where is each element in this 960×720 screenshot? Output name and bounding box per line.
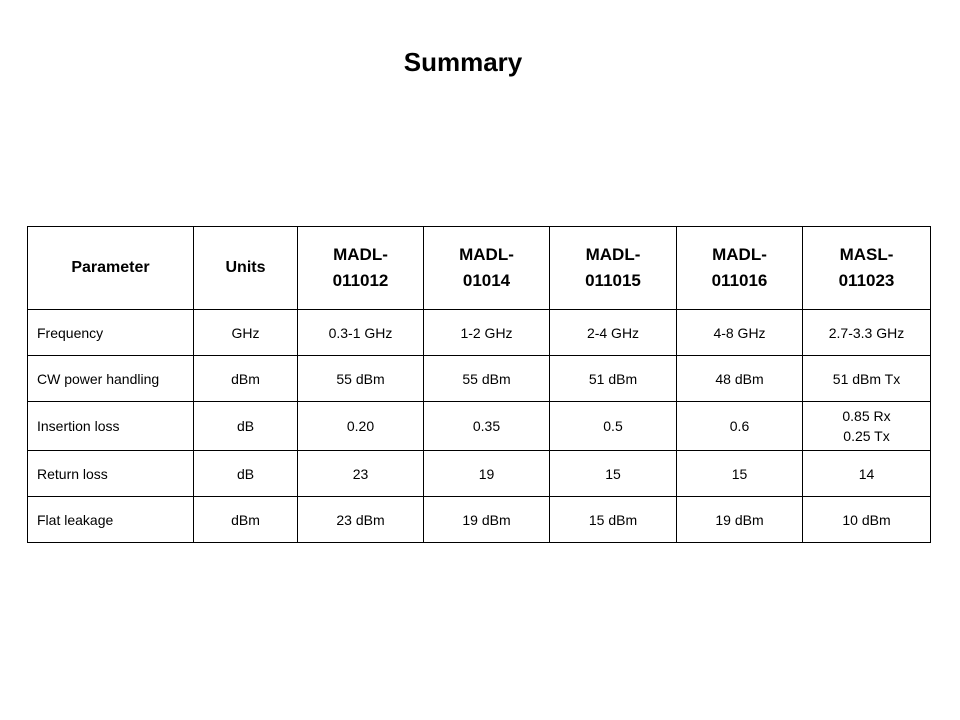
parameter-cell: Frequency <box>28 310 194 356</box>
units-cell: dB <box>194 451 298 497</box>
table-header-row <box>28 227 931 310</box>
column-header-units: Units <box>194 227 298 310</box>
value-cell: 14 <box>803 451 931 497</box>
parameter-cell: Return loss <box>28 451 194 497</box>
column-header-madl-01014: MADL- 01014 <box>424 227 550 310</box>
value-cell: 15 dBm <box>550 497 677 543</box>
table-row <box>28 310 931 356</box>
value-cell: 55 dBm <box>424 356 550 402</box>
value-cell: 0.5 <box>550 402 677 451</box>
units-cell: GHz <box>194 310 298 356</box>
value-cell: 15 <box>677 451 803 497</box>
units-cell: dB <box>194 402 298 451</box>
table-row <box>28 497 931 543</box>
value-cell: 10 dBm <box>803 497 931 543</box>
column-header-madl-011016: MADL- 011016 <box>677 227 803 310</box>
value-cell: 1-2 GHz <box>424 310 550 356</box>
value-cell: 55 dBm <box>298 356 424 402</box>
table-row <box>28 356 931 402</box>
value-cell: 48 dBm <box>677 356 803 402</box>
value-cell: 19 dBm <box>677 497 803 543</box>
value-cell: 19 <box>424 451 550 497</box>
column-header-parameter: Parameter <box>28 227 194 310</box>
column-header-madl-011015: MADL- 011015 <box>550 227 677 310</box>
value-cell: 19 dBm <box>424 497 550 543</box>
value-cell: 0.6 <box>677 402 803 451</box>
value-cell: 2-4 GHz <box>550 310 677 356</box>
value-cell: 2.7-3.3 GHz <box>803 310 931 356</box>
parameter-cell: CW power handling <box>28 356 194 402</box>
value-cell: 0.3-1 GHz <box>298 310 424 356</box>
value-cell: 4-8 GHz <box>677 310 803 356</box>
units-cell: dBm <box>194 356 298 402</box>
column-header-masl-011023: MASL- 011023 <box>803 227 931 310</box>
value-cell: 23 <box>298 451 424 497</box>
value-cell: 0.85 Rx 0.25 Tx <box>803 402 931 451</box>
parameter-cell: Insertion loss <box>28 402 194 451</box>
slide-title: Summary <box>403 47 523 77</box>
parameter-cell: Flat leakage <box>28 497 194 543</box>
table-row <box>28 402 931 451</box>
value-cell: 0.35 <box>424 402 550 451</box>
table-row <box>28 451 931 497</box>
units-cell: dBm <box>194 497 298 543</box>
value-cell: 0.20 <box>298 402 424 451</box>
column-header-madl-011012: MADL- 011012 <box>298 227 424 310</box>
value-cell: 23 dBm <box>298 497 424 543</box>
summary-table <box>27 226 931 543</box>
value-cell: 51 dBm Tx <box>803 356 931 402</box>
value-cell: 15 <box>550 451 677 497</box>
value-cell: 51 dBm <box>550 356 677 402</box>
